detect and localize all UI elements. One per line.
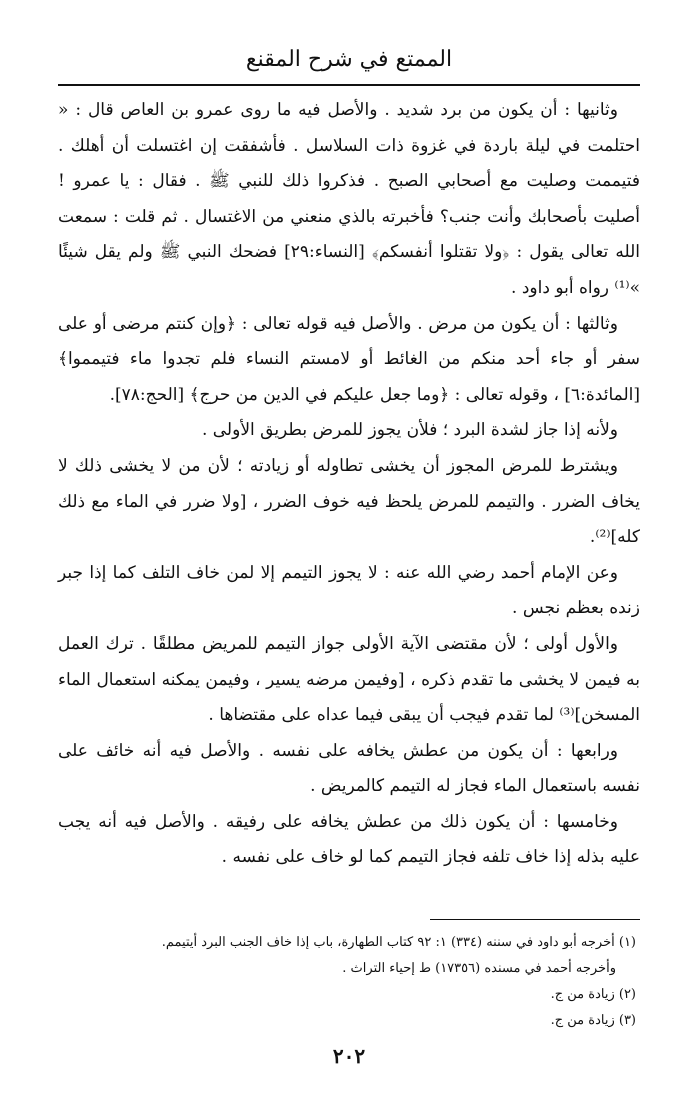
paragraph-illness-condition: ويشترط للمرض المجوز أن يخشى تطاوله أو زيادته ؛ لأن من لا يخشى ذلك لا يخاف الضرر . والتيمم للمرض يلحظ فيه خوف الضرر ، [ولا ضرر في الماء مع ذلك كله]⁽²⁾.: [58, 455, 640, 548]
paragraph-fifth-cause: وخامسها : أن يكون ذلك من عطش يخافه على رفيقه . والأصل فيه أنه يجب عليه بذله إذا خاف تلفه فجاز التيمم كما لو خاف على نفسه .: [58, 811, 640, 868]
paragraph-second-cause: وثانيها : أن يكون من برد شديد . والأصل فيه ما روى عمرو بن العاص قال : « احتلمت في ليلة باردة في غزوة ذات السلاسل . فأشفقت إن اغتسلت أن أهلك . فتيممت وصليت مع أصحابي الصبح . فذكروا ذلك للنبي ﷺ . فقال : يا عمرو ! أصليت بأصحابك وأنت جنب؟ فأخبرته بالذي منعني من الاغتسال . ثم قلت : سمعت الله تعالى يقول : ﴿ولا تقتلوا أنفسكم﴾ [النساء:٢٩] فضحك النبي ﷺ ولم يقل شيئًا »⁽¹⁾ رواه أبو داود .: [58, 100, 641, 298]
header-divider: [58, 84, 640, 86]
footnote-3: (٣) زيادة من ج.: [550, 1013, 636, 1028]
running-header-title: الممتع في شرح المقنع: [245, 47, 453, 72]
footnotes: [58, 930, 636, 1034]
footnote-1-continued: وأخرجه أحمد في مسنده (١٧٣٥٦) ط إحياء التراث .: [342, 961, 616, 976]
paragraph-imam-ahmad-view: وعن الإمام أحمد رضي الله عنه : لا يجوز التيمم إلا لمن خاف التلف كما إذا جبر زنده بعظم نجس .: [58, 562, 640, 619]
paragraph-third-cause: وثالثها : أن يكون من مرض . والأصل فيه قوله تعالى : ﴿وإن كنتم مرضى أو على سفر أو جاء أحد منكم من الغائط أو لامستم النساء فلم تجدوا ماء فتيمموا﴾ [المائدة:٦] ، وقوله تعالى : ﴿وما جعل عليكم في الدين من حرج﴾ [الحج:٧٨].: [58, 313, 640, 405]
main-text: [58, 93, 640, 876]
footnote-1: (١) أخرجه أبو داود في سننه (٣٣٤) ١: ٩٢ كتاب الطهارة، باب إذا خاف الجنب البرد أيتيمم.: [161, 935, 636, 950]
paragraph-fourth-cause: ورابعها : أن يكون من عطش يخافه على نفسه . والأصل فيه أنه خائف على نفسه باستعمال الماء فجاز له التيمم كالمريض .: [58, 740, 640, 797]
paragraph-cold-analogy: ولأنه إذا جاز لشدة البرد ؛ فلأن يجوز للمرض بطريق الأولى .: [201, 420, 618, 441]
footnote-2: (٢) زيادة من ج.: [550, 987, 636, 1002]
page-number: ٢٠٢: [332, 1044, 366, 1068]
paragraph-preferred-view: والأول أولى ؛ لأن مقتضى الآية الأولى جواز التيمم للمريض مطلقًا . ترك العمل به فيمن لا يخشى ما تقدم ذكره ، [وفيمن مرضه يسير ، وفيمن يمكنه استعمال الماء المسخن]⁽³⁾ لما تقدم فيجب أن يبقى فيما عداه على مقتضاها .: [58, 633, 640, 726]
footnote-divider: [430, 919, 640, 920]
